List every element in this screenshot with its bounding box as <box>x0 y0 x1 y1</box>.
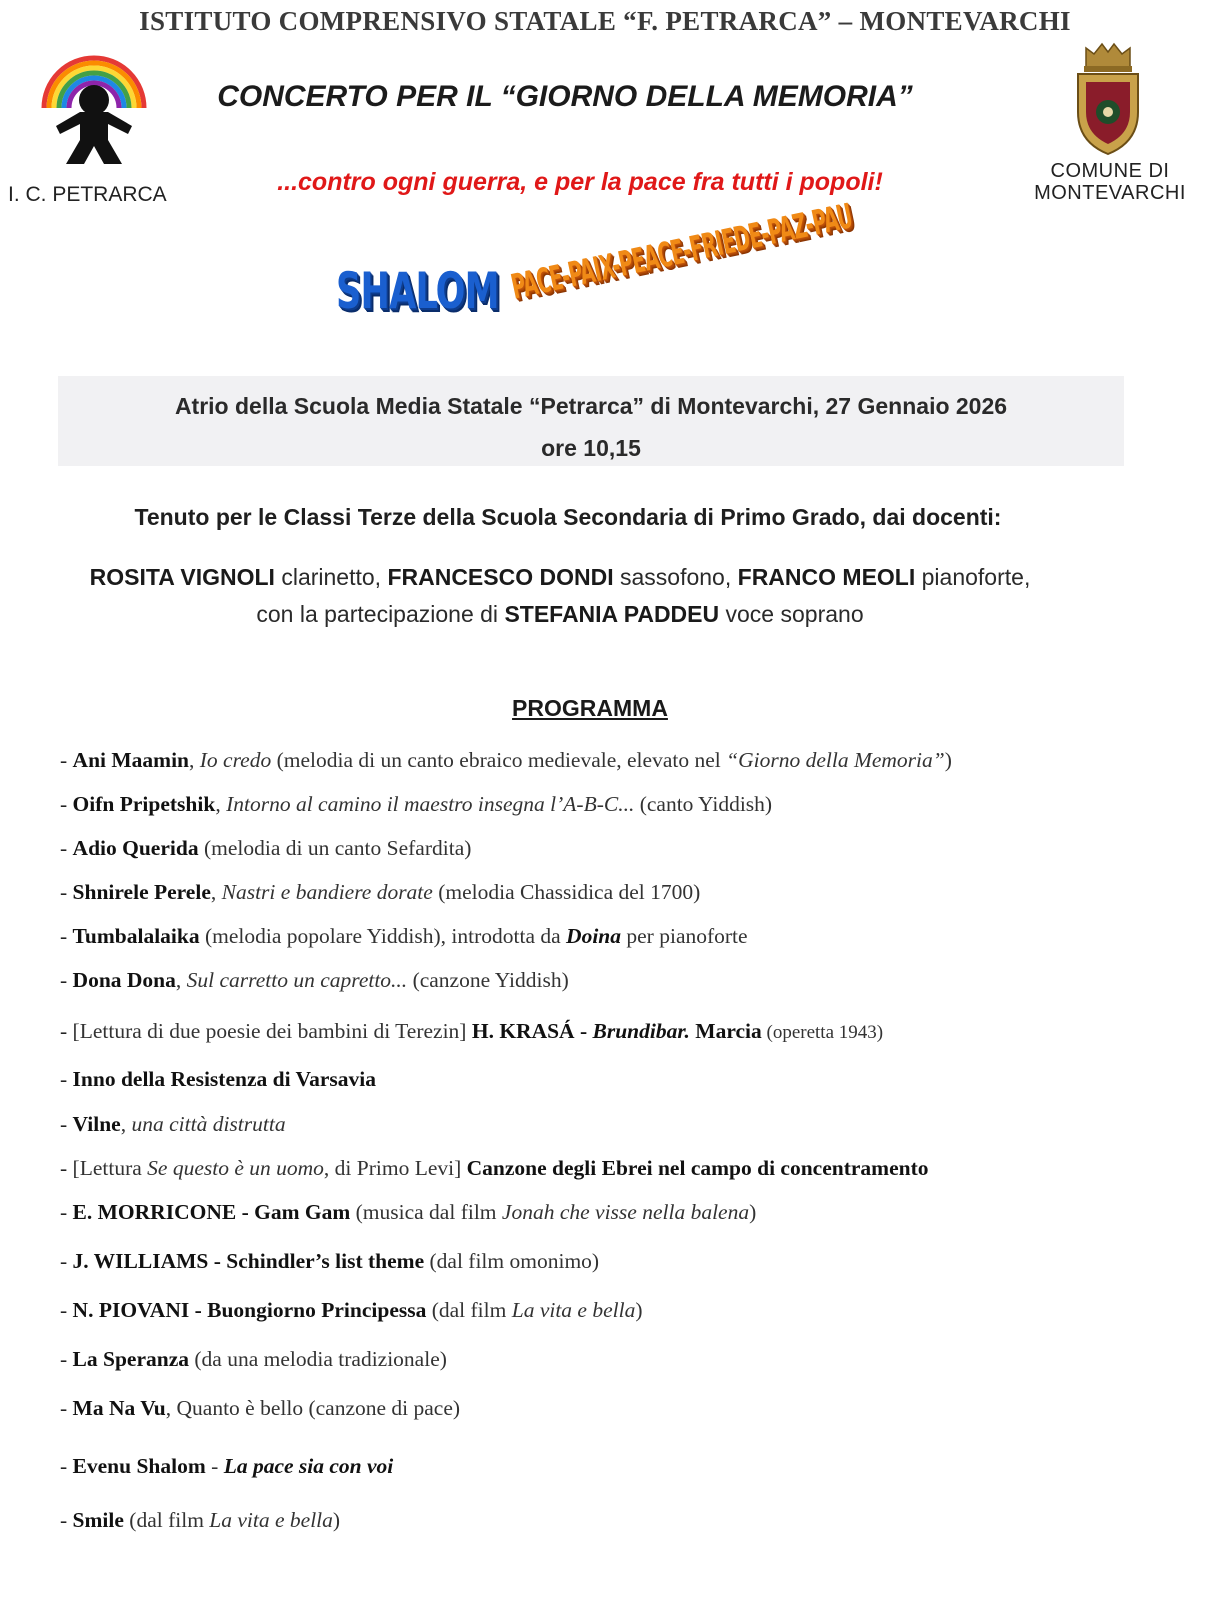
list-dash: - <box>60 1019 68 1043</box>
list-dash: - <box>60 1298 68 1322</box>
program-item <box>60 1156 928 1181</box>
crest-crown <box>1086 44 1130 68</box>
program-item <box>60 968 569 993</box>
list-dash: - <box>60 1249 68 1273</box>
piece-subtitle: Intorno al camino il maestro insegna l’A-B-C... <box>226 792 635 816</box>
piece-title: E. MORRICONE - Gam Gam <box>72 1200 351 1224</box>
performer-instrument: clarinetto, <box>281 564 382 590</box>
piece-subtitle: Io credo <box>199 748 272 772</box>
piece-note: (canzone Yiddish) <box>407 968 569 992</box>
piece-note: (musica dal film <box>350 1200 502 1224</box>
piece-title: Shnirele Perele <box>72 880 211 904</box>
piece-title: Ma Na Vu <box>72 1396 166 1420</box>
program-item <box>60 792 772 817</box>
piece-title: Smile <box>72 1508 124 1532</box>
program-item <box>60 748 952 773</box>
list-dash: - <box>60 968 68 992</box>
performers-line1 <box>0 559 1120 596</box>
piece-title: Evenu Shalom <box>72 1454 206 1478</box>
piece-note: (dal film <box>426 1298 512 1322</box>
figure-head <box>79 85 109 115</box>
list-dash: - <box>60 1347 68 1371</box>
piece-note: ) <box>944 748 952 772</box>
performer-instrument: sassofono, <box>620 564 732 590</box>
slogan: ...contro ogni guerra, e per la pace fra tutti i popoli! <box>277 168 883 196</box>
wordart-shalom: SHALOM <box>336 262 499 320</box>
program-item <box>60 1347 447 1372</box>
venue-date-line: Atrio della Scuola Media Statale “Petrarca” di Montevarchi, 27 Gennaio 2026 <box>174 393 1008 419</box>
piece-title: Canzone degli Ebrei nel campo di concentramento <box>466 1156 929 1180</box>
piece-note: , Quanto è bello (canzone di pace) <box>165 1396 461 1420</box>
piece-title: Dona Dona <box>72 968 176 992</box>
list-dash: - <box>60 792 68 816</box>
piece-note: (melodia di un canto ebraico medievale, elevato nel <box>271 748 727 772</box>
piece-subtitle: una città distrutta <box>131 1112 286 1136</box>
performers-line2 <box>0 596 1120 633</box>
piece-note: (da una melodia tradizionale) <box>189 1347 447 1371</box>
crest-crown-band <box>1084 66 1132 72</box>
program-item <box>60 1249 599 1274</box>
piece-title: Ani Maamin <box>72 748 190 772</box>
piece-note: (melodia Chassidica del 1700) <box>432 880 701 904</box>
piece-note: per pianoforte <box>621 924 748 948</box>
list-dash: - <box>60 1067 68 1091</box>
comune-label-line2: MONTEVARCHI <box>1034 182 1186 204</box>
piece-subtitle: Nastri e bandiere dorate <box>221 880 433 904</box>
program-item <box>60 1454 393 1479</box>
list-dash: - <box>60 924 68 948</box>
piece-note: (melodia di un canto Sefardita) <box>198 836 472 860</box>
list-dash: - <box>60 1396 68 1420</box>
ic-label: I. C. PETRARCA <box>8 183 167 206</box>
reading-note: , di Primo Levi] <box>323 1156 467 1180</box>
venue-box <box>58 376 1124 466</box>
piece-note: (canto Yiddish) <box>634 792 773 816</box>
program-item <box>60 1298 643 1323</box>
list-dash: - <box>60 1200 68 1224</box>
performer-name: STEFANIA PADDEU <box>504 601 720 627</box>
concert-title: CONCERTO PER IL “GIORNO DELLA MEMORIA” <box>217 80 913 113</box>
reading-title: Se questo è un uomo <box>147 1156 324 1180</box>
piece-title: Oifn Pripetshik <box>72 792 216 816</box>
program-item <box>60 1396 460 1421</box>
figure-body <box>56 112 132 164</box>
piece-note: (dal film <box>123 1508 210 1532</box>
program-item <box>60 1508 340 1533</box>
audience-line: Tenuto per le Classi Terze della Scuola Secondaria di Primo Grado, dai docenti: <box>134 504 1002 530</box>
list-dash: - <box>60 1156 68 1180</box>
film-title: La vita e bella <box>209 1508 333 1532</box>
performers <box>0 559 1120 633</box>
piece-note: ) <box>332 1508 341 1532</box>
participation-intro: con la partecipazione di <box>256 601 499 627</box>
comune-label-line1: COMUNE DI <box>1050 160 1170 182</box>
piece-title: Inno della Resistenza di Varsavia <box>72 1067 376 1091</box>
piece-note: (operetta 1943) <box>761 1022 884 1043</box>
piece-title: J. WILLIAMS - Schindler’s list theme <box>72 1249 425 1273</box>
piece-title: Adio Querida <box>72 836 199 860</box>
performer-name: ROSITA VIGNOLI <box>89 564 275 590</box>
reading-note: [Lettura <box>72 1156 148 1180</box>
list-dash: - <box>60 836 68 860</box>
program-item <box>60 1112 286 1137</box>
separator: - <box>205 1454 224 1478</box>
list-dash: - <box>60 1454 68 1478</box>
list-dash: - <box>60 748 68 772</box>
piece-title: La Speranza <box>72 1347 190 1371</box>
piece-title: Vilne <box>72 1112 121 1136</box>
program-heading: PROGRAMMA <box>512 695 668 721</box>
performer-name: FRANCO MEOLI <box>737 564 916 590</box>
wordart-peace: PACE-PAIX-PEACE-FRIEDE-PAZ-PAU <box>507 196 856 308</box>
separator: , <box>175 968 187 992</box>
program-item <box>60 1067 376 1092</box>
piece-title: N. PIOVANI - Buongiorno Principessa <box>72 1298 427 1322</box>
piece-title: H. KRASÁ - <box>471 1019 593 1043</box>
venue-time-line: ore 10,15 <box>541 435 641 461</box>
performer-instrument: voce soprano <box>725 601 864 627</box>
piece-note: (dal film omonimo) <box>424 1249 600 1273</box>
separator: , <box>120 1112 132 1136</box>
list-dash: - <box>60 880 68 904</box>
film-title: La vita e bella <box>511 1298 636 1322</box>
piece-subtitle: La pace sia con voi <box>223 1454 394 1478</box>
reading-note: [Lettura di due poesie dei bambini di Terezin] <box>72 1019 472 1043</box>
piece-note: (melodia popolare Yiddish), introdotta da <box>199 924 567 948</box>
comune-label <box>1030 160 1190 204</box>
comune-crest <box>1072 40 1144 160</box>
program-item <box>60 1019 883 1044</box>
piece-note-italic: “Giorno della Memoria” <box>726 748 945 772</box>
program-item <box>60 1200 756 1225</box>
program-item <box>60 924 748 949</box>
performer-instrument: pianoforte, <box>921 564 1031 590</box>
separator: , <box>189 748 200 772</box>
performer-name: FRANCESCO DONDI <box>387 564 614 590</box>
crest-emblem-center <box>1103 107 1113 117</box>
ic-petrarca-logo <box>34 48 154 168</box>
film-title: Jonah che visse nella balena <box>501 1200 750 1224</box>
separator: , <box>210 880 222 904</box>
piece-subtitle: Sul carretto un capretto... <box>186 968 408 992</box>
piece-title: Tumbalalaika <box>72 924 200 948</box>
piece-subtitle: Brundibar. <box>592 1019 690 1043</box>
school-title: ISTITUTO COMPRENSIVO STATALE “F. PETRARCA” – MONTEVARCHI <box>139 6 1071 36</box>
list-dash: - <box>60 1112 68 1136</box>
separator: , <box>215 792 227 816</box>
program-item <box>60 836 471 861</box>
program-item <box>60 880 700 905</box>
list-dash: - <box>60 1508 68 1532</box>
piece-title: Marcia <box>689 1019 762 1043</box>
piece-note: ) <box>635 1298 643 1322</box>
piece-subtitle: Doina <box>566 924 622 948</box>
piece-note: ) <box>749 1200 757 1224</box>
